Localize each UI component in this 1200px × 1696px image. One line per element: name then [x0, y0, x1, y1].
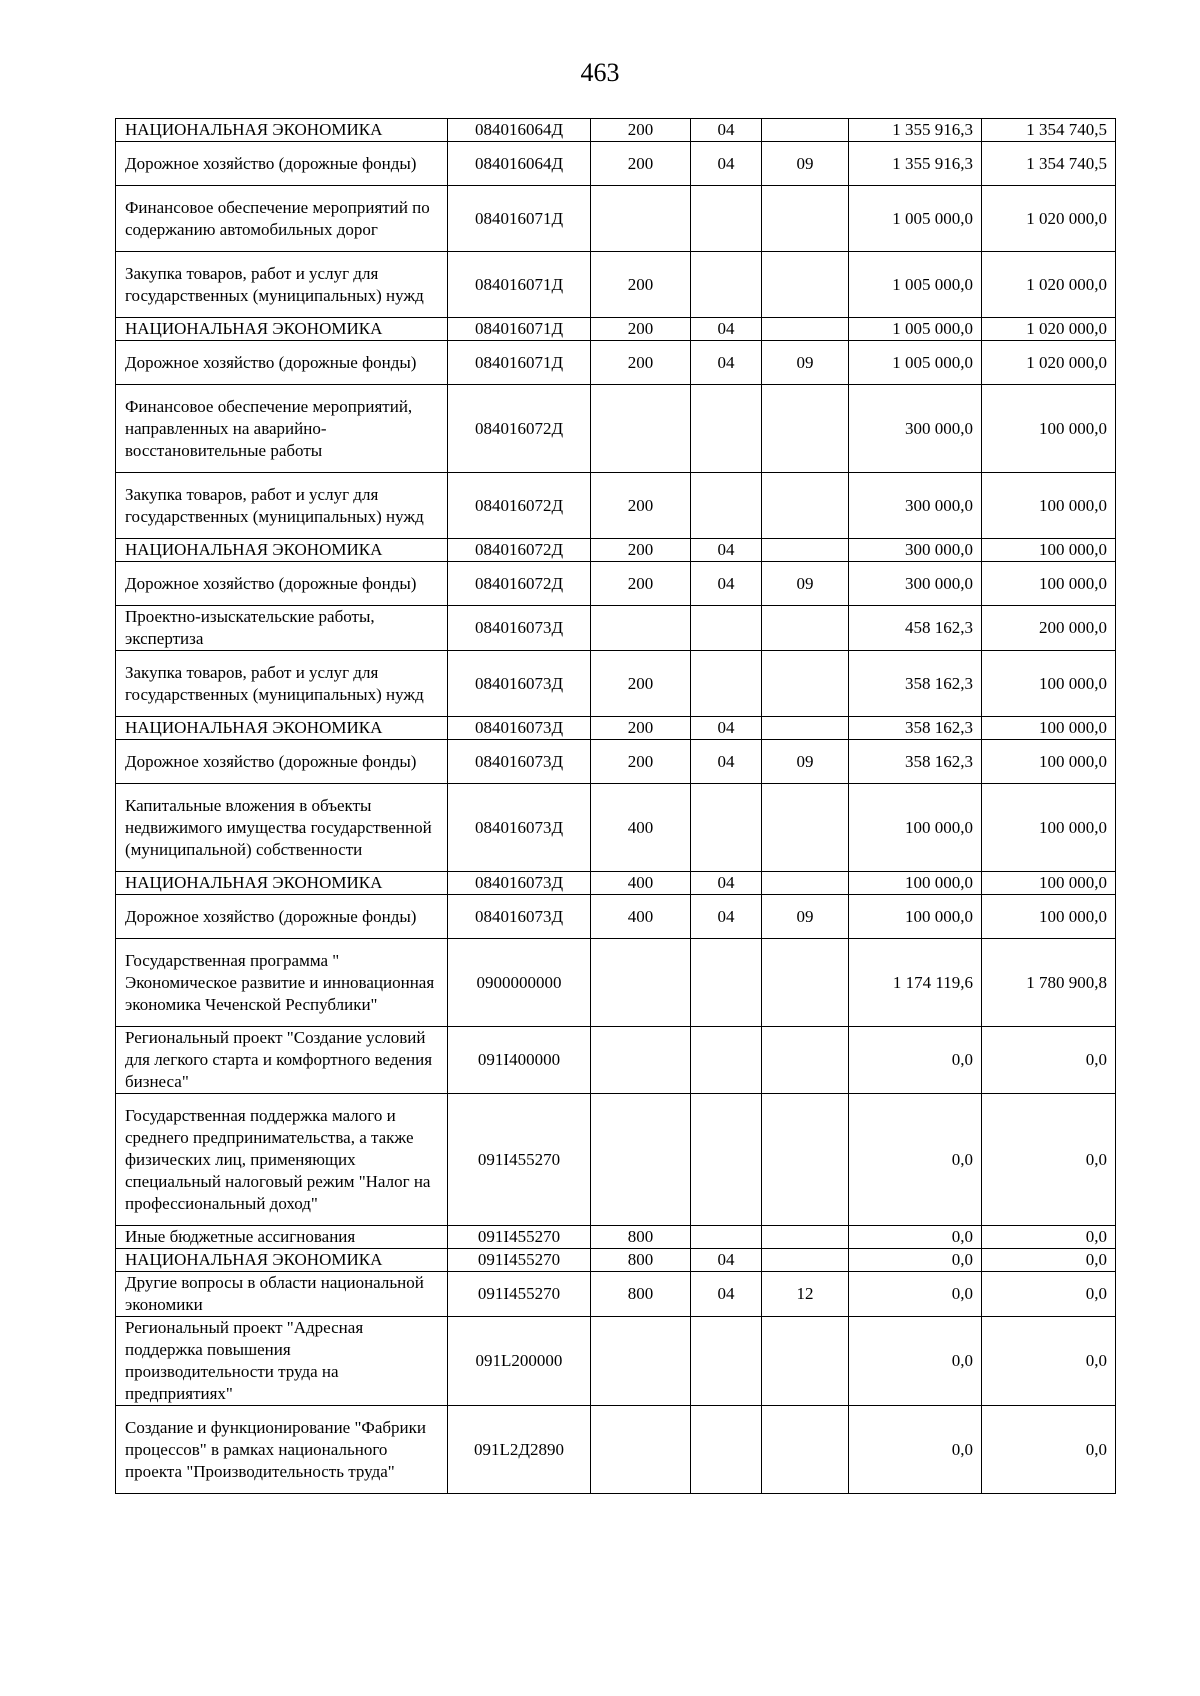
cell-target-article: 091I400000 — [448, 1027, 591, 1094]
table-row — [116, 651, 1116, 717]
cell-expense-type: 200 — [591, 740, 691, 784]
cell-name: Создание и функционирование "Фабрики процессов" в рамках национального проекта "Производительность труда" — [116, 1406, 448, 1494]
cell-name: Другие вопросы в области национальной экономики — [116, 1272, 448, 1317]
table-row — [116, 385, 1116, 473]
cell-expense-type: 200 — [591, 341, 691, 385]
cell-name: Капитальные вложения в объекты недвижимого имущества государственной (муниципальной) собственности — [116, 784, 448, 872]
cell-amount-year-1: 0,0 — [849, 1272, 982, 1317]
cell-section: 04 — [691, 740, 762, 784]
cell-section — [691, 252, 762, 318]
cell-section — [691, 1406, 762, 1494]
cell-expense-type: 200 — [591, 473, 691, 539]
table-row — [116, 717, 1116, 740]
table-row — [116, 341, 1116, 385]
cell-subsection — [762, 119, 849, 142]
table-row — [116, 1406, 1116, 1494]
table-row — [116, 895, 1116, 939]
cell-subsection — [762, 1406, 849, 1494]
cell-amount-year-2: 100 000,0 — [982, 895, 1116, 939]
cell-name: Государственная программа " Экономическое развитие и инновационная экономика Чеченской Республики" — [116, 939, 448, 1027]
cell-section: 04 — [691, 717, 762, 740]
cell-subsection — [762, 651, 849, 717]
cell-expense-type: 800 — [591, 1249, 691, 1272]
cell-subsection — [762, 1094, 849, 1226]
cell-subsection — [762, 872, 849, 895]
cell-name: Иные бюджетные ассигнования — [116, 1226, 448, 1249]
table-row — [116, 562, 1116, 606]
cell-section — [691, 385, 762, 473]
cell-subsection — [762, 318, 849, 341]
table-row — [116, 1317, 1116, 1406]
cell-subsection — [762, 1317, 849, 1406]
cell-section — [691, 1226, 762, 1249]
cell-name: Региональный проект "Создание условий для легкого старта и комфортного ведения бизнеса" — [116, 1027, 448, 1094]
cell-subsection: 09 — [762, 142, 849, 186]
table-row — [116, 252, 1116, 318]
cell-name: Региональный проект "Адресная поддержка повышения производительности труда на предприятиях" — [116, 1317, 448, 1406]
cell-section — [691, 1317, 762, 1406]
cell-amount-year-1: 1 355 916,3 — [849, 142, 982, 186]
cell-expense-type: 800 — [591, 1272, 691, 1317]
cell-section — [691, 939, 762, 1027]
cell-amount-year-1: 300 000,0 — [849, 385, 982, 473]
cell-amount-year-2: 200 000,0 — [982, 606, 1116, 651]
cell-amount-year-1: 0,0 — [849, 1317, 982, 1406]
cell-subsection — [762, 939, 849, 1027]
cell-amount-year-2: 0,0 — [982, 1226, 1116, 1249]
cell-target-article: 084016071Д — [448, 318, 591, 341]
cell-amount-year-2: 100 000,0 — [982, 872, 1116, 895]
cell-target-article: 084016072Д — [448, 385, 591, 473]
cell-expense-type: 400 — [591, 872, 691, 895]
page-number: 463 — [580, 58, 620, 87]
cell-subsection: 09 — [762, 341, 849, 385]
cell-name: Дорожное хозяйство (дорожные фонды) — [116, 341, 448, 385]
cell-section — [691, 186, 762, 252]
cell-expense-type: 200 — [591, 651, 691, 717]
table-row — [116, 1249, 1116, 1272]
cell-expense-type: 400 — [591, 784, 691, 872]
cell-amount-year-2: 100 000,0 — [982, 562, 1116, 606]
cell-target-article: 091I455270 — [448, 1094, 591, 1226]
cell-section — [691, 606, 762, 651]
cell-name: Закупка товаров, работ и услуг для государственных (муниципальных) нужд — [116, 473, 448, 539]
cell-target-article: 084016073Д — [448, 740, 591, 784]
cell-target-article: 084016073Д — [448, 717, 591, 740]
cell-name: НАЦИОНАЛЬНАЯ ЭКОНОМИКА — [116, 539, 448, 562]
cell-name: Финансовое обеспечение мероприятий, направленных на аварийно-восстановительные работы — [116, 385, 448, 473]
cell-expense-type: 800 — [591, 1226, 691, 1249]
cell-subsection — [762, 186, 849, 252]
cell-subsection: 09 — [762, 562, 849, 606]
table-row — [116, 473, 1116, 539]
cell-subsection — [762, 1027, 849, 1094]
cell-target-article: 084016072Д — [448, 562, 591, 606]
cell-section: 04 — [691, 872, 762, 895]
cell-target-article: 084016073Д — [448, 784, 591, 872]
cell-name: НАЦИОНАЛЬНАЯ ЭКОНОМИКА — [116, 119, 448, 142]
cell-target-article: 091L2Д2890 — [448, 1406, 591, 1494]
cell-amount-year-1: 1 174 119,6 — [849, 939, 982, 1027]
cell-subsection — [762, 252, 849, 318]
cell-amount-year-1: 300 000,0 — [849, 473, 982, 539]
table-row — [116, 119, 1116, 142]
table-row — [116, 1226, 1116, 1249]
cell-section — [691, 1094, 762, 1226]
table-row — [116, 939, 1116, 1027]
cell-expense-type — [591, 186, 691, 252]
table-row — [116, 606, 1116, 651]
cell-name: Закупка товаров, работ и услуг для государственных (муниципальных) нужд — [116, 252, 448, 318]
cell-amount-year-1: 358 162,3 — [849, 740, 982, 784]
cell-subsection — [762, 473, 849, 539]
cell-amount-year-2: 1 020 000,0 — [982, 318, 1116, 341]
cell-amount-year-2: 0,0 — [982, 1027, 1116, 1094]
cell-subsection — [762, 606, 849, 651]
cell-target-article: 091I455270 — [448, 1226, 591, 1249]
cell-section: 04 — [691, 142, 762, 186]
cell-target-article: 084016073Д — [448, 651, 591, 717]
cell-section: 04 — [691, 895, 762, 939]
cell-section: 04 — [691, 119, 762, 142]
cell-amount-year-1: 1 005 000,0 — [849, 186, 982, 252]
cell-amount-year-1: 0,0 — [849, 1027, 982, 1094]
cell-section: 04 — [691, 1272, 762, 1317]
cell-amount-year-1: 0,0 — [849, 1249, 982, 1272]
cell-amount-year-1: 1 005 000,0 — [849, 252, 982, 318]
cell-amount-year-1: 1 005 000,0 — [849, 318, 982, 341]
cell-name: Государственная поддержка малого и среднего предпринимательства, а также физических лиц, применяющих специальный налоговый режим "Налог на профессиональный доход" — [116, 1094, 448, 1226]
table-row — [116, 740, 1116, 784]
cell-amount-year-1: 458 162,3 — [849, 606, 982, 651]
cell-subsection: 09 — [762, 740, 849, 784]
cell-section: 04 — [691, 1249, 762, 1272]
cell-expense-type: 200 — [591, 119, 691, 142]
cell-amount-year-1: 100 000,0 — [849, 895, 982, 939]
cell-subsection — [762, 539, 849, 562]
cell-subsection: 09 — [762, 895, 849, 939]
cell-expense-type — [591, 385, 691, 473]
cell-amount-year-2: 1 780 900,8 — [982, 939, 1116, 1027]
cell-target-article: 084016071Д — [448, 341, 591, 385]
cell-target-article: 084016064Д — [448, 142, 591, 186]
cell-amount-year-1: 0,0 — [849, 1094, 982, 1226]
cell-expense-type — [591, 606, 691, 651]
cell-amount-year-2: 100 000,0 — [982, 473, 1116, 539]
cell-name: Проектно-изыскательские работы, экспертиза — [116, 606, 448, 651]
table-row — [116, 539, 1116, 562]
cell-amount-year-2: 0,0 — [982, 1272, 1116, 1317]
cell-target-article: 091I455270 — [448, 1272, 591, 1317]
table-row — [116, 142, 1116, 186]
cell-expense-type: 200 — [591, 252, 691, 318]
cell-section — [691, 1027, 762, 1094]
cell-expense-type: 400 — [591, 895, 691, 939]
cell-target-article: 084016072Д — [448, 473, 591, 539]
cell-target-article: 084016071Д — [448, 186, 591, 252]
cell-amount-year-1: 100 000,0 — [849, 872, 982, 895]
table-row — [116, 1027, 1116, 1094]
cell-section: 04 — [691, 539, 762, 562]
cell-amount-year-2: 0,0 — [982, 1317, 1116, 1406]
cell-name: НАЦИОНАЛЬНАЯ ЭКОНОМИКА — [116, 318, 448, 341]
cell-amount-year-2: 100 000,0 — [982, 784, 1116, 872]
cell-target-article: 084016073Д — [448, 606, 591, 651]
cell-expense-type: 200 — [591, 562, 691, 606]
cell-subsection — [762, 1226, 849, 1249]
cell-target-article: 084016073Д — [448, 872, 591, 895]
cell-amount-year-1: 358 162,3 — [849, 651, 982, 717]
cell-subsection — [762, 1249, 849, 1272]
cell-section — [691, 784, 762, 872]
cell-expense-type — [591, 1027, 691, 1094]
cell-amount-year-2: 1 354 740,5 — [982, 119, 1116, 142]
cell-amount-year-1: 1 355 916,3 — [849, 119, 982, 142]
table-row — [116, 784, 1116, 872]
cell-amount-year-1: 300 000,0 — [849, 562, 982, 606]
cell-amount-year-2: 0,0 — [982, 1406, 1116, 1494]
cell-name: Дорожное хозяйство (дорожные фонды) — [116, 562, 448, 606]
table-row — [116, 1272, 1116, 1317]
cell-amount-year-2: 0,0 — [982, 1249, 1116, 1272]
cell-target-article: 084016072Д — [448, 539, 591, 562]
cell-subsection — [762, 784, 849, 872]
cell-amount-year-2: 1 020 000,0 — [982, 341, 1116, 385]
cell-name: Дорожное хозяйство (дорожные фонды) — [116, 142, 448, 186]
cell-amount-year-2: 1 020 000,0 — [982, 252, 1116, 318]
cell-amount-year-2: 100 000,0 — [982, 651, 1116, 717]
cell-amount-year-2: 1 354 740,5 — [982, 142, 1116, 186]
cell-amount-year-2: 100 000,0 — [982, 385, 1116, 473]
cell-amount-year-1: 100 000,0 — [849, 784, 982, 872]
cell-expense-type: 200 — [591, 142, 691, 186]
cell-amount-year-1: 1 005 000,0 — [849, 341, 982, 385]
cell-name: Дорожное хозяйство (дорожные фонды) — [116, 740, 448, 784]
cell-name: Дорожное хозяйство (дорожные фонды) — [116, 895, 448, 939]
cell-amount-year-1: 0,0 — [849, 1226, 982, 1249]
cell-expense-type — [591, 1094, 691, 1226]
cell-name: НАЦИОНАЛЬНАЯ ЭКОНОМИКА — [116, 1249, 448, 1272]
cell-amount-year-1: 0,0 — [849, 1406, 982, 1494]
cell-subsection: 12 — [762, 1272, 849, 1317]
table-row — [116, 872, 1116, 895]
cell-subsection — [762, 717, 849, 740]
cell-amount-year-2: 100 000,0 — [982, 740, 1116, 784]
cell-section: 04 — [691, 341, 762, 385]
table-row — [116, 1094, 1116, 1226]
cell-amount-year-2: 100 000,0 — [982, 539, 1116, 562]
budget-table — [115, 118, 1116, 1494]
table-row — [116, 318, 1116, 341]
cell-expense-type: 200 — [591, 318, 691, 341]
cell-expense-type — [591, 1317, 691, 1406]
cell-amount-year-2: 0,0 — [982, 1094, 1116, 1226]
cell-section — [691, 473, 762, 539]
cell-amount-year-2: 1 020 000,0 — [982, 186, 1116, 252]
cell-subsection — [762, 385, 849, 473]
cell-expense-type: 200 — [591, 539, 691, 562]
table-row — [116, 186, 1116, 252]
cell-name: НАЦИОНАЛЬНАЯ ЭКОНОМИКА — [116, 872, 448, 895]
cell-target-article: 091I455270 — [448, 1249, 591, 1272]
cell-expense-type: 200 — [591, 717, 691, 740]
cell-name: Закупка товаров, работ и услуг для государственных (муниципальных) нужд — [116, 651, 448, 717]
cell-name: НАЦИОНАЛЬНАЯ ЭКОНОМИКА — [116, 717, 448, 740]
cell-target-article: 084016071Д — [448, 252, 591, 318]
cell-target-article: 084016073Д — [448, 895, 591, 939]
cell-amount-year-1: 358 162,3 — [849, 717, 982, 740]
cell-target-article: 091L200000 — [448, 1317, 591, 1406]
cell-amount-year-1: 300 000,0 — [849, 539, 982, 562]
cell-target-article: 0900000000 — [448, 939, 591, 1027]
cell-section — [691, 651, 762, 717]
cell-name: Финансовое обеспечение мероприятий по содержанию автомобильных дорог — [116, 186, 448, 252]
cell-amount-year-2: 100 000,0 — [982, 717, 1116, 740]
cell-expense-type — [591, 1406, 691, 1494]
cell-section: 04 — [691, 318, 762, 341]
cell-section: 04 — [691, 562, 762, 606]
cell-expense-type — [591, 939, 691, 1027]
cell-target-article: 084016064Д — [448, 119, 591, 142]
